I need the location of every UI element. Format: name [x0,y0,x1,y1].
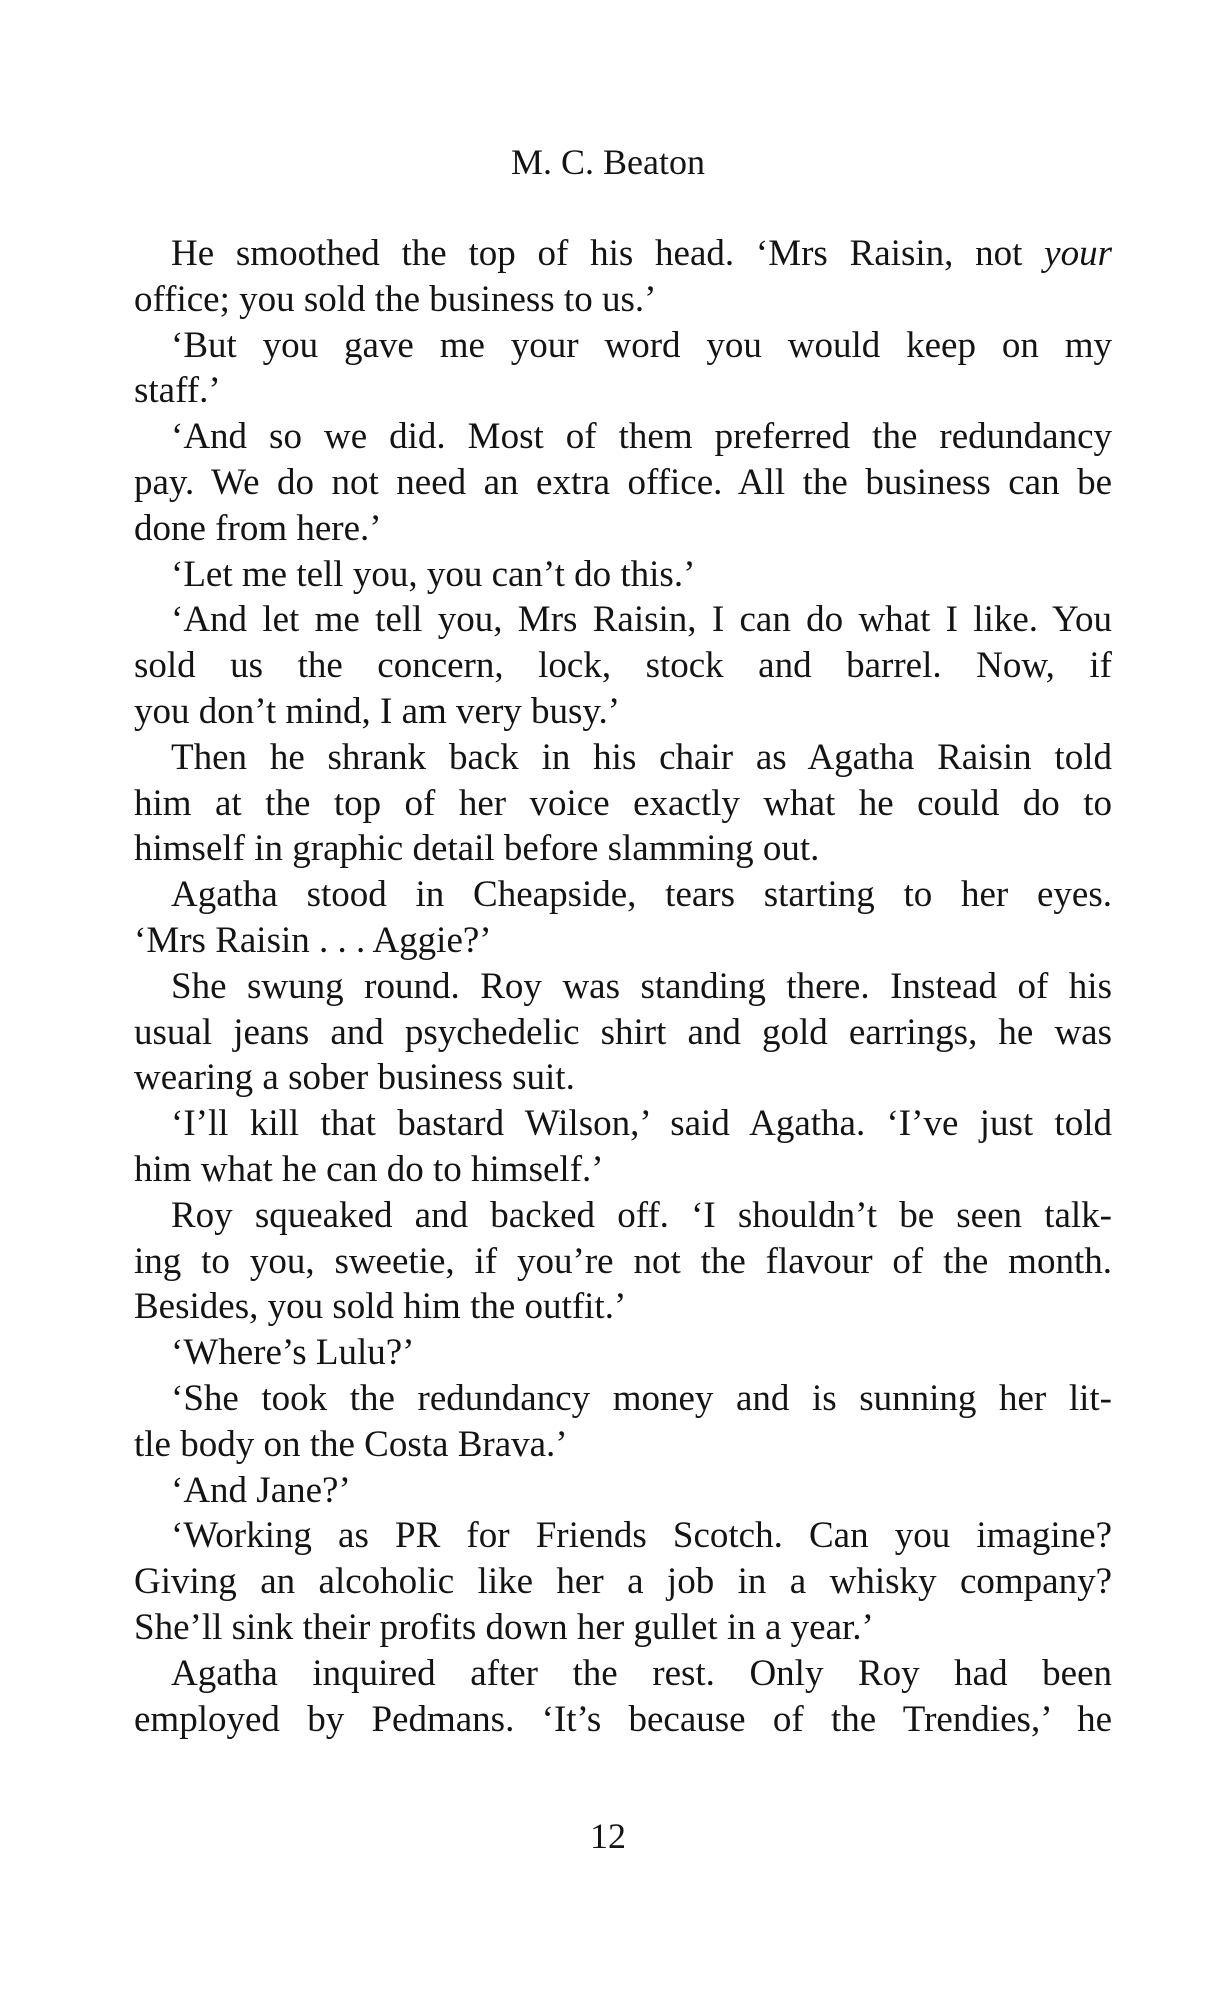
text-line: himself in graphic detail before slamming out. [134,828,820,870]
text-line: ing to you, sweetie, if you’re not the flavour of the month. [134,1240,1112,1282]
text-line: She’ll sink their profits down her gullet in a year.’ [134,1606,874,1648]
text-line: usual jeans and psychedelic shirt and gold earrings, he was [134,1011,1112,1053]
emphasis: your [1044,233,1112,274]
text-line: office; you sold the business to us.’ [134,278,657,320]
text-line: Then he shrank back in his chair as Agatha Raisin told [171,736,1112,778]
text-line: ‘Mrs Raisin . . . Aggie?’ [134,919,492,961]
text-line: wearing a sober business suit. [134,1057,575,1099]
text-line: employed by Pedmans. ‘It’s because of the Trendies,’ he [134,1698,1112,1740]
text-line: him what he can do to himself.’ [134,1148,604,1190]
text-line: ‘She took the redundancy money and is sunning her lit- [171,1377,1112,1419]
text-line: ‘And let me tell you, Mrs Raisin, I can do what I like. You [171,599,1112,641]
text-line: Agatha stood in Cheapside, tears starting to her eyes. [171,874,1112,916]
running-head: M. C. Beaton [511,142,705,182]
text-line: sold us the concern, lock, stock and barrel. Now, if [134,645,1112,687]
text-line: ‘But you gave me your word you would keep on my [171,324,1112,366]
text-line: Agatha inquired after the rest. Only Roy had been [171,1652,1112,1694]
text-line: ‘I’ll kill that bastard Wilson,’ said Agatha. ‘I’ve just told [171,1103,1112,1145]
text-line: ‘And so we did. Most of them preferred the redundancy [171,416,1112,458]
text-line: Roy squeaked and backed off. ‘I shouldn’t be seen talk- [171,1194,1112,1236]
text-line: tle body on the Costa Brava.’ [134,1423,568,1465]
text-line: ‘And Jane?’ [171,1469,351,1511]
page-number: 12 [590,1816,626,1856]
text-line: Giving an alcoholic like her a job in a whisky company? [134,1561,1112,1603]
text-line: done from here.’ [134,507,382,549]
text-line: staff.’ [134,370,221,412]
text-line: She swung round. Roy was standing there. Instead of his [171,965,1112,1007]
text-line: pay. We do not need an extra office. All the business can be [134,461,1112,503]
body-text [134,231,1112,1742]
text-line: ‘Let me tell you, you can’t do this.’ [171,553,696,595]
text-line: He smoothed the top of his head. ‘Mrs Raisin, not your [171,233,1112,274]
text-line: you don’t mind, I am very busy.’ [134,690,621,732]
text-line: ‘Working as PR for Friends Scotch. Can you imagine? [171,1515,1112,1557]
text-line: him at the top of her voice exactly what he could do to [134,782,1112,824]
text-line: ‘Where’s Lulu?’ [171,1332,415,1374]
text-line: Besides, you sold him the outfit.’ [134,1286,627,1328]
